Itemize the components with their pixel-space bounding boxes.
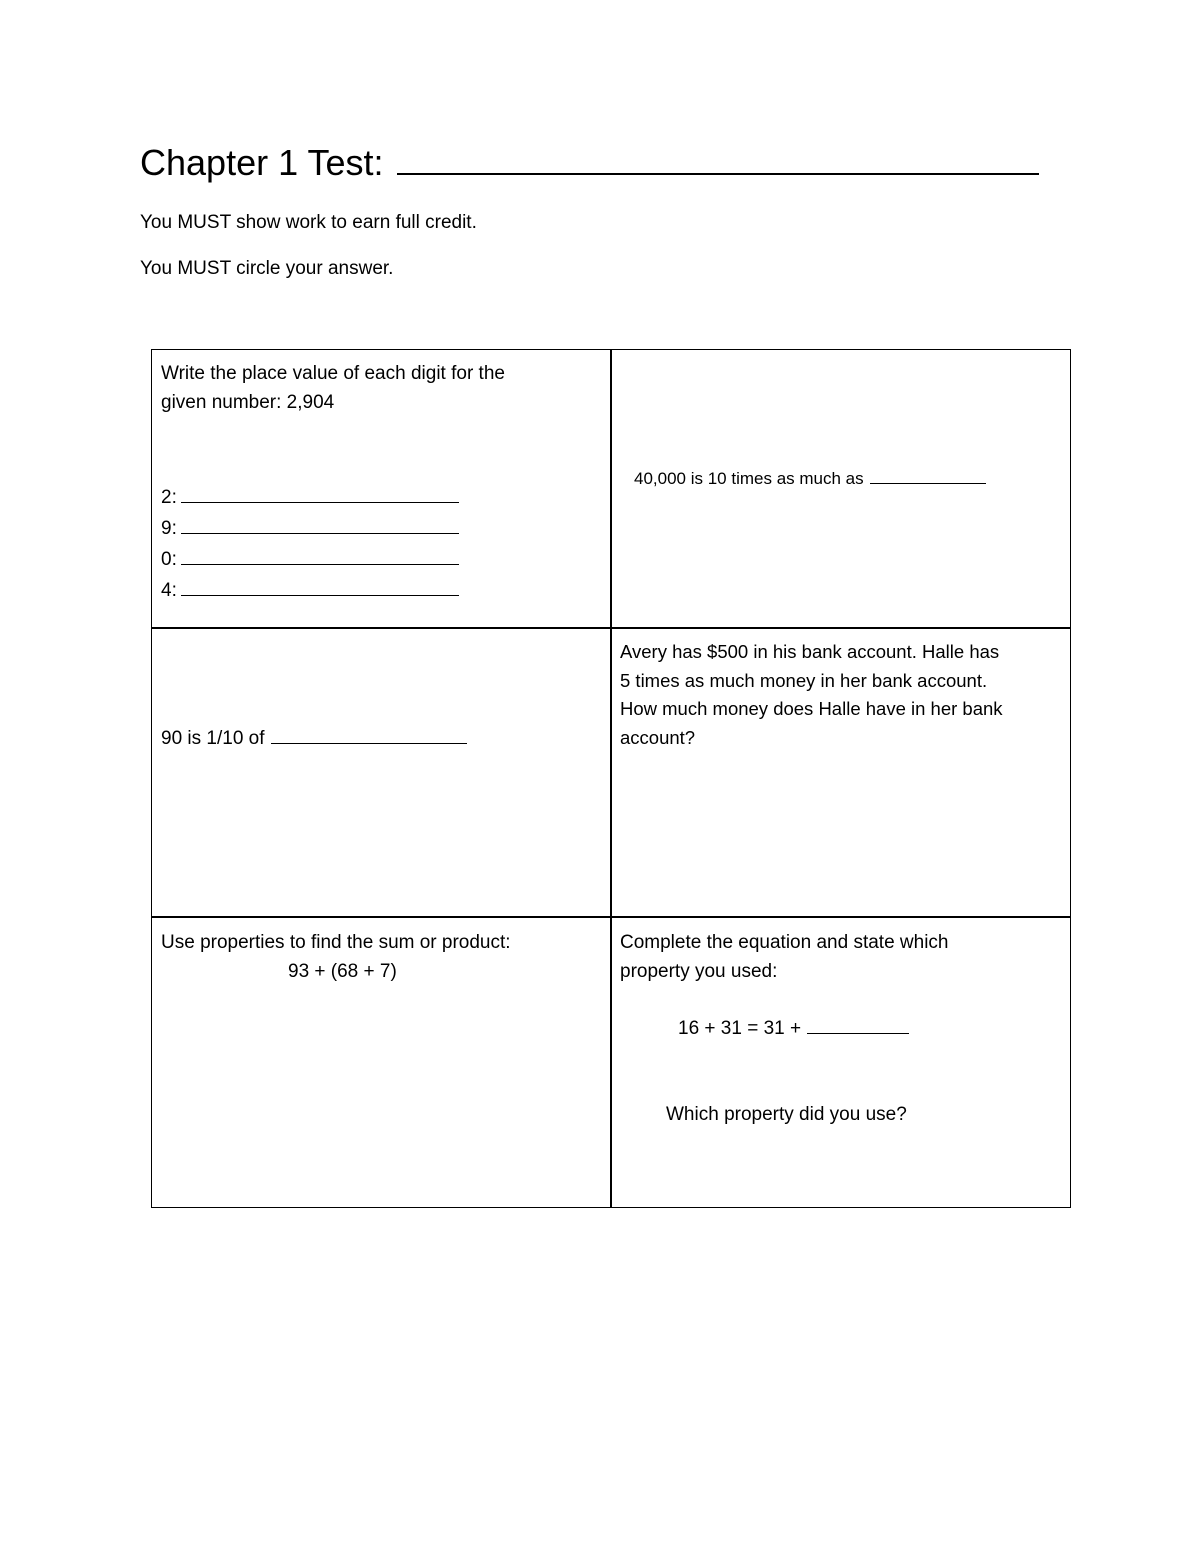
q1-digit-row: 9: bbox=[161, 513, 459, 544]
q1-prompt-line1: Write the place value of each digit for the bbox=[161, 363, 505, 384]
test-title bbox=[140, 142, 1039, 184]
answer-blank bbox=[271, 743, 467, 745]
grid-divider-row2 bbox=[152, 916, 1070, 918]
q4-line: How much money does Halle have in her bank bbox=[620, 698, 1003, 719]
q5-prompt: Use properties to find the sum or product: bbox=[161, 932, 511, 953]
q6-followup: Which property did you use? bbox=[666, 1104, 907, 1125]
q4-line: Avery has $500 in his bank account. Halle has bbox=[620, 641, 1000, 662]
answer-blank bbox=[807, 1033, 909, 1035]
question-grid bbox=[151, 349, 1071, 1208]
instruction-show-work: You MUST show work to earn full credit. bbox=[140, 212, 477, 233]
q6-prompt-line1: Complete the equation and state which bbox=[620, 932, 949, 953]
q2-question bbox=[634, 464, 986, 493]
test-title-label: Chapter 1 Test: bbox=[140, 142, 384, 183]
answer-blank bbox=[870, 483, 986, 485]
q6-equation bbox=[678, 1014, 909, 1043]
q1-digit-row: 2: bbox=[161, 482, 459, 513]
grid-divider-vertical bbox=[610, 350, 612, 1207]
answer-blank bbox=[181, 502, 459, 504]
answer-blank bbox=[181, 595, 459, 597]
q1-digit-list bbox=[161, 482, 459, 606]
q1-digit-row: 0: bbox=[161, 544, 459, 575]
q6-prompt-line2: property you used: bbox=[620, 961, 778, 982]
q1-prompt-line2: given number: 2,904 bbox=[161, 392, 335, 413]
answer-blank bbox=[181, 533, 459, 535]
name-blank bbox=[397, 173, 1039, 175]
grid-divider-row1 bbox=[152, 627, 1070, 629]
q2-text: 40,000 is 10 times as much as bbox=[634, 469, 864, 488]
q4-line: 5 times as much money in her bank account. bbox=[620, 669, 988, 691]
q6-equation-text: 16 + 31 = 31 + bbox=[678, 1018, 802, 1039]
answer-blank bbox=[181, 564, 459, 566]
q1-digit-row: 4: bbox=[161, 575, 459, 606]
instruction-circle-answer: You MUST circle your answer. bbox=[140, 258, 394, 279]
q3-question bbox=[161, 724, 467, 753]
q4-word-problem bbox=[620, 638, 1003, 752]
q5-expression: 93 + (68 + 7) bbox=[288, 961, 397, 982]
q3-text: 90 is 1/10 of bbox=[161, 728, 265, 749]
q4-line: account? bbox=[620, 726, 696, 748]
q1-prompt bbox=[161, 359, 505, 417]
q6-prompt bbox=[620, 928, 949, 986]
